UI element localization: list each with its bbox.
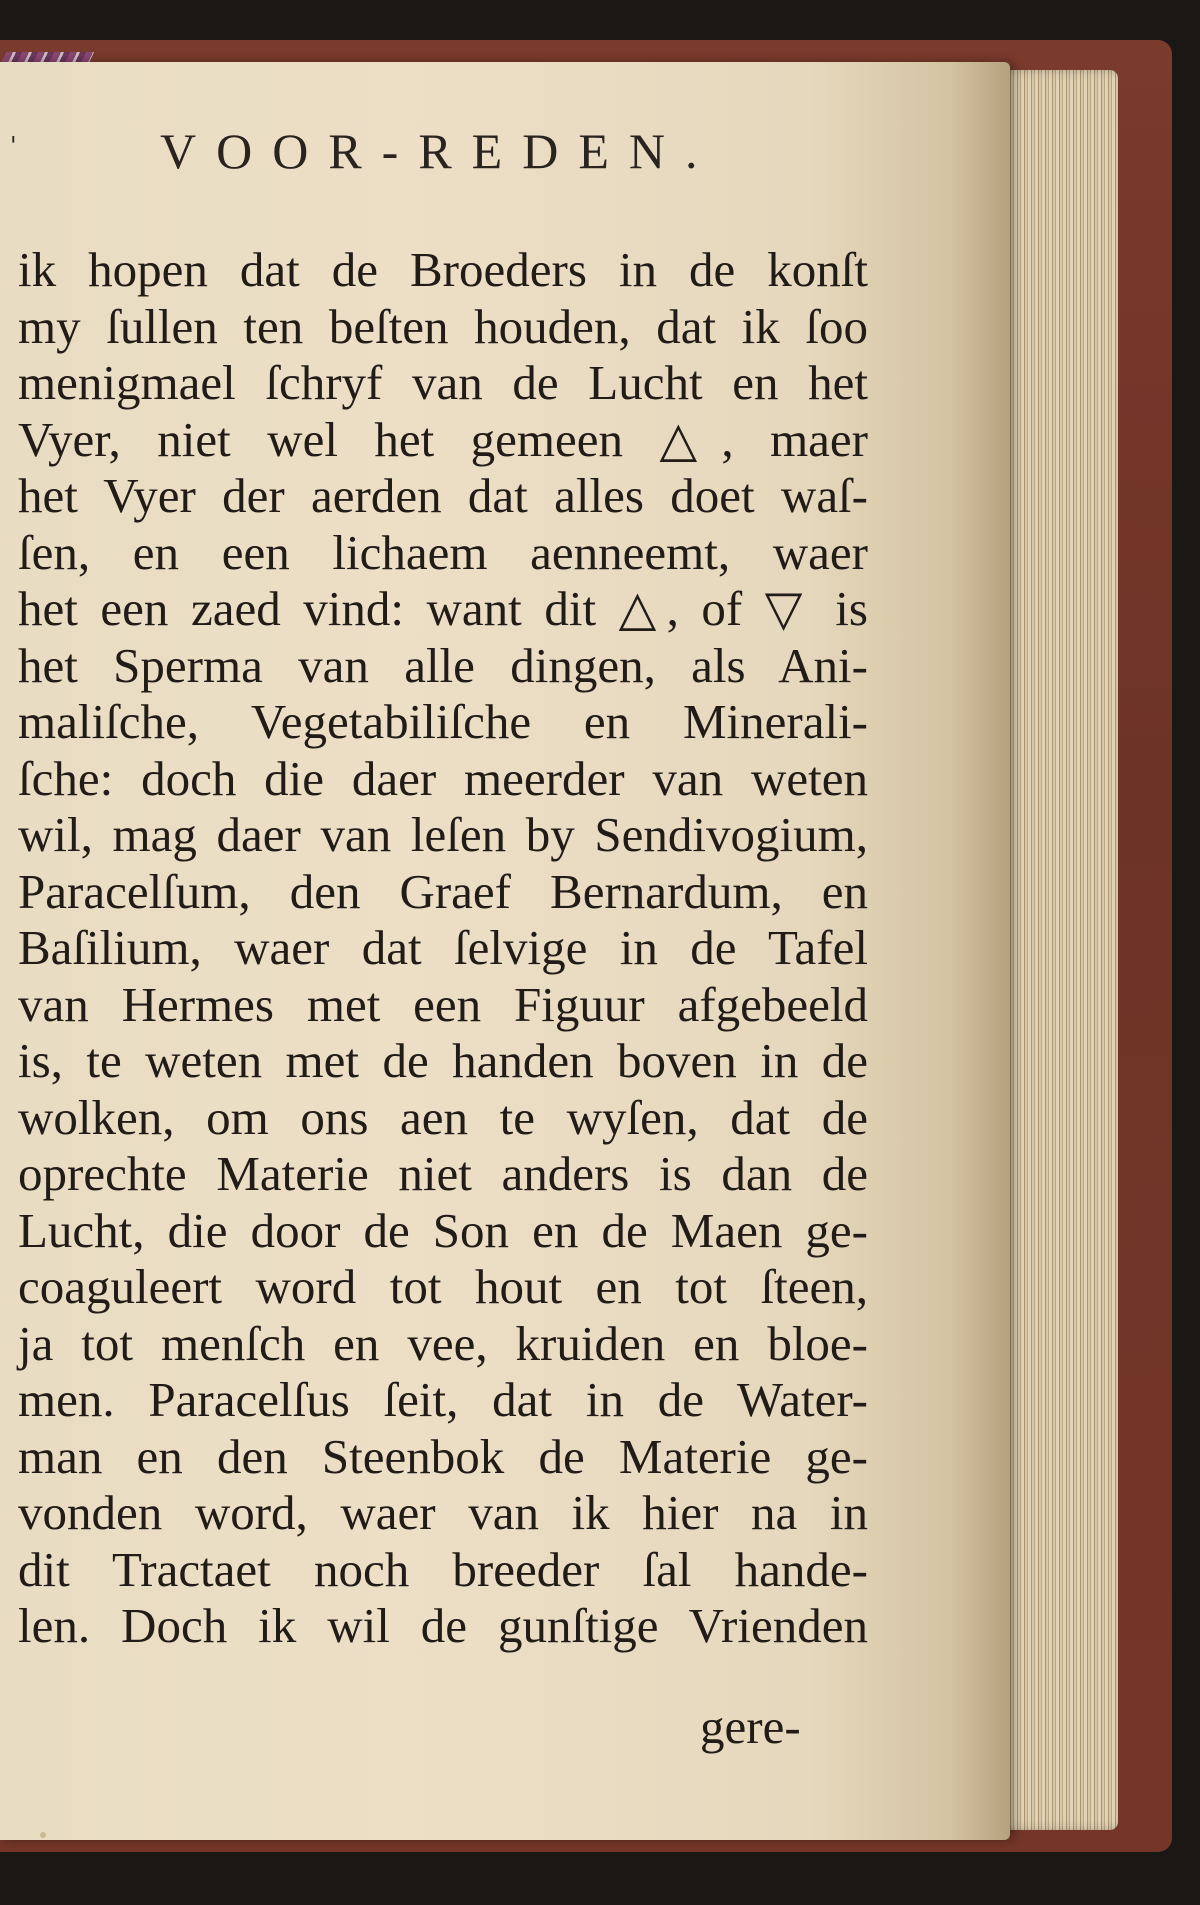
- catchword: gere-: [700, 1699, 801, 1754]
- text-line: het Sperma van alle dingen, als Ani-: [18, 637, 868, 693]
- text-line: vonden word, waer van ik hier na in: [18, 1485, 868, 1540]
- text-line: Lucht, die door de Son en de Maen ge-: [18, 1202, 868, 1258]
- paper-spot: [40, 1832, 46, 1838]
- text-line: men. Paracelſus ſeit, dat in de Water-: [18, 1372, 868, 1427]
- text-line: maliſche, Vegetabiliſche en Minerali-: [18, 694, 868, 749]
- text-line: ſche: doch die daer meerder van weten: [18, 750, 868, 806]
- text-line: het een zaed vind: want dit △, of ▽ is: [18, 581, 868, 636]
- text-line: my ſullen ten beſten houden, dat ik ſoo: [18, 298, 868, 354]
- text-line: Baſilium, waer dat ſelvige in de Tafel: [18, 920, 868, 975]
- text-line: coaguleert word tot hout en tot ſteen,: [18, 1259, 868, 1314]
- text-line: oprechte Materie niet anders is dan de: [18, 1146, 868, 1201]
- text-line: Paracelſum, den Graef Bernardum, en: [18, 863, 868, 919]
- text-line: menigmael ſchryf van de Lucht en het: [18, 355, 868, 410]
- text-line: is, te weten met de handen boven in de: [18, 1033, 868, 1088]
- margin-mark: ': [10, 132, 17, 160]
- text-line: man en den Steenbok de Materie ge-: [18, 1428, 868, 1484]
- text-line: len. Doch ik wil de gunſtige Vrienden: [18, 1598, 868, 1653]
- text-line: ja tot menſch en vee, kruiden en bloe-: [18, 1315, 868, 1371]
- text-line: Vyer, niet wel het gemeen △, maer: [18, 411, 868, 467]
- text-line: ſen, en een lichaem aenneemt, waer: [18, 524, 868, 580]
- text-line: wolken, om ons aen te wyſen, dat de: [18, 1089, 868, 1145]
- text-line: dit Tractaet noch breeder ſal hande-: [18, 1541, 868, 1597]
- text-line: van Hermes met een Figuur afgebeeld: [18, 976, 868, 1032]
- running-head: VOOR-REDEN.: [160, 123, 718, 179]
- text-line: ik hopen dat de Broeders in de konſt: [18, 242, 868, 297]
- body-text: [18, 242, 868, 1655]
- text-line: het Vyer der aerden dat alles doet waſ-: [18, 468, 868, 523]
- book-page: [0, 62, 1010, 1840]
- text-line: wil, mag daer van leſen by Sendivogium,: [18, 807, 868, 862]
